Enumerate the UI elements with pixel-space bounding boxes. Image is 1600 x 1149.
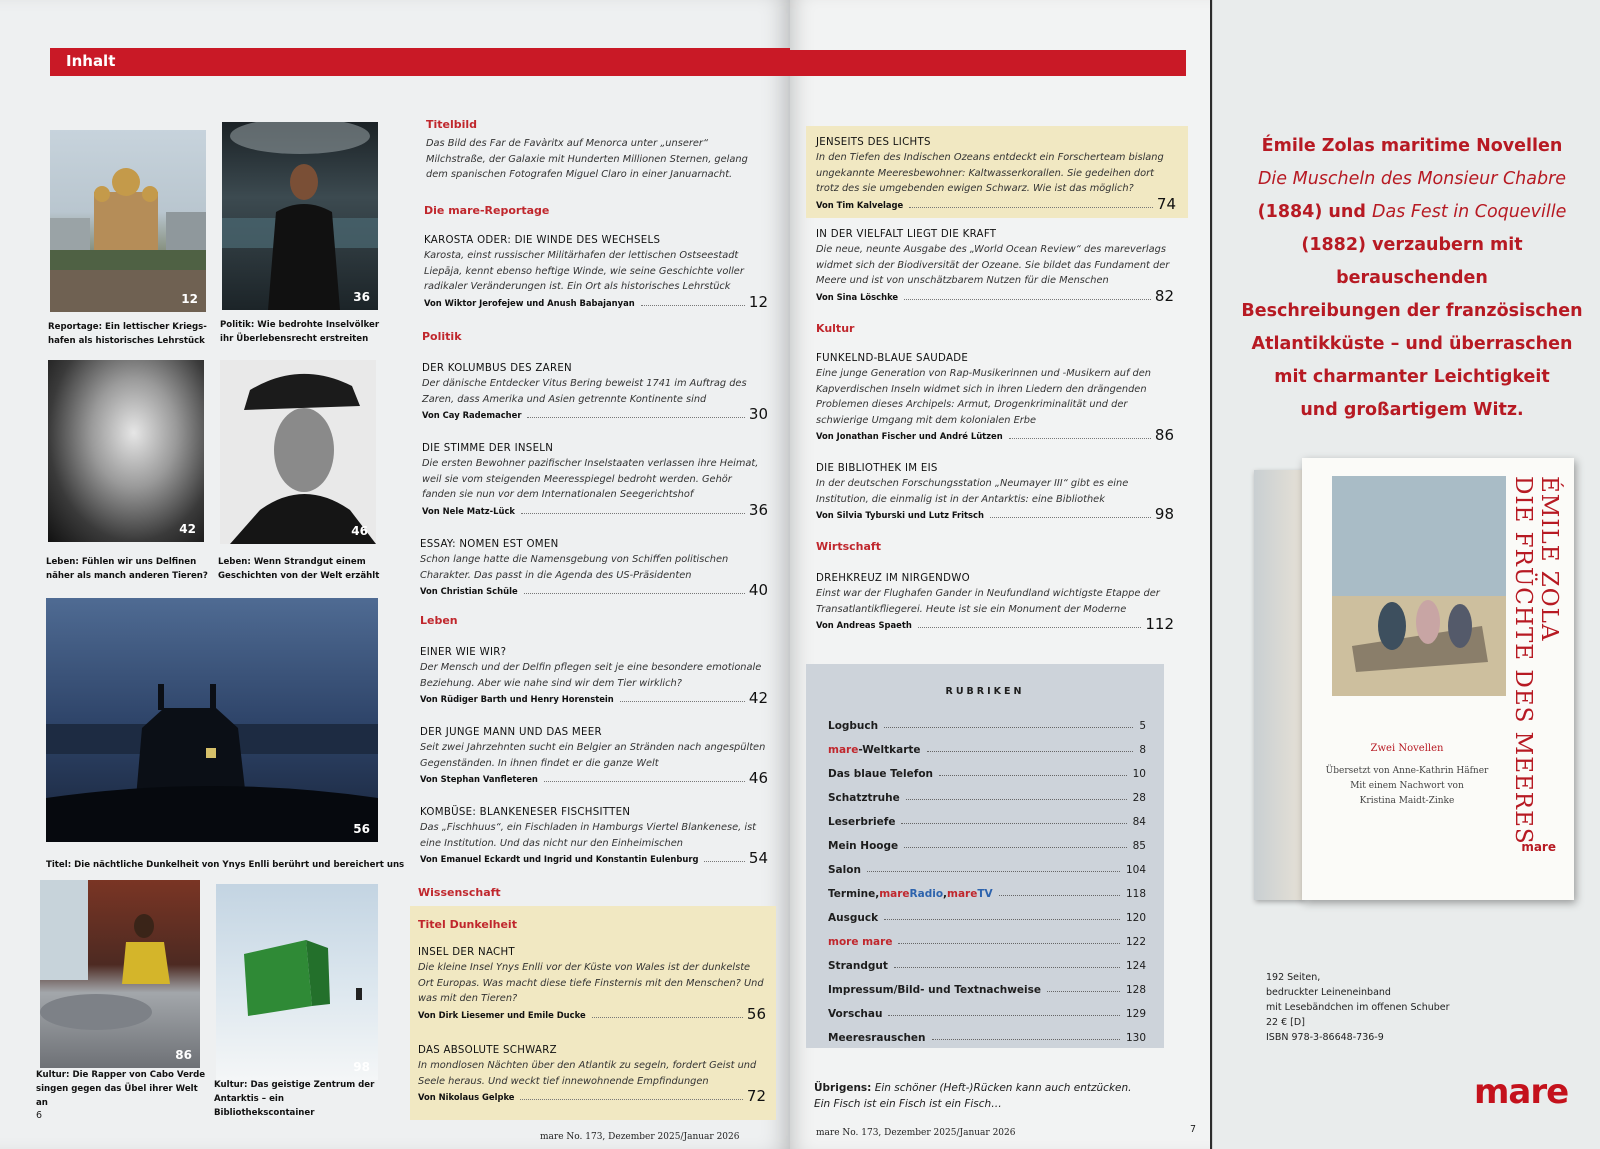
- caption-delfin: Leben: Fühlen wir uns Delfinen näher als manch anderen Tieren?: [46, 557, 208, 581]
- article-byline: Von Sina Löschke 82: [816, 286, 1174, 305]
- book-cover[interactable]: [1302, 458, 1574, 900]
- article-page: 72: [746, 1087, 766, 1105]
- article-page: 112: [1145, 615, 1174, 633]
- article-teaser: Die kleine Insel Ynys Enlli vor der Küste von Wales ist der dunkelste Ort Europas. Was macht diese tiefe Finsternis mit den Menschen? Und was mit den Tieren?: [418, 962, 764, 1004]
- article-vielfalt[interactable]: [816, 228, 1174, 304]
- article-page: 36: [748, 500, 768, 519]
- book-publisher: mare: [1521, 840, 1556, 854]
- article-title: KAROSTA ODER: DIE WINDE DES WECHSELS: [424, 235, 661, 246]
- article-karosta[interactable]: [424, 234, 768, 310]
- section-politik: Politik: [422, 330, 462, 343]
- rubrik-item[interactable]: mare -Weltkarte 8: [828, 744, 1146, 756]
- article-title: IN DER VIELFALT LIEGT DIE KRAFT: [816, 229, 997, 240]
- article-title: JENSEITS DES LICHTS: [816, 137, 931, 148]
- ad-headline: Émile Zolas maritime Novellen Die Muscheln des Monsieur Chabre (1884) und Das Fest in Coqueville (1882) verzaubern mit berauschenden Beschreibungen der französischen Atlantikküste – und überraschen mit charmanter Leichtigkeit und großartigem Witz.: [1241, 136, 1583, 420]
- page-number-badge: 42: [179, 522, 196, 536]
- page-number-badge: 98: [353, 1060, 370, 1074]
- article-title: DER JUNGE MANN UND DAS MEER: [420, 727, 602, 738]
- left-page: [0, 0, 790, 1149]
- article-teaser: Karosta, einst russischer Militärhafen der lettischen Ostseestadt Liepāja, kennt ebenso heftige Winde, wie seine Geschichte voller radikaler Veränderungen ist. Ein Ort als historisches Lehrstück: [424, 250, 744, 292]
- book-title: ÉMILE ZOLA DIE FRÜCHTE DES MEERES: [1510, 476, 1562, 845]
- rubrik-item[interactable]: Das blaue Telefon 10: [828, 768, 1146, 780]
- article-teaser: In mondlosen Nächten über den Atlantik zu segeln, fordert Geist und Seele heraus. Und weckt tief innewohnende Empfindungen: [418, 1060, 757, 1087]
- page-number-badge: 56: [353, 822, 370, 836]
- caption-strandgut: Leben: Wenn Strandgut einem Geschichten von der Welt erzählt: [218, 557, 380, 581]
- caption-bibliothek: Kultur: Das geistige Zentrum der Antarktis – ein Bibliothekscontainer: [214, 1080, 375, 1118]
- article-teaser: Der Mensch und der Delfin pflegen seit je eine besondere emotionale Beziehung. Aber wie nahe sind wir dem Tier wirklich?: [420, 662, 762, 689]
- photo-delfin: [48, 360, 204, 542]
- container-illustration: [216, 884, 378, 1080]
- article-byline: Von Christian Schüle 40: [420, 581, 768, 599]
- photo-strandgut: [220, 360, 376, 544]
- book-cover-painting: [1332, 476, 1506, 696]
- article-page: 42: [748, 689, 768, 707]
- section-leben: Leben: [420, 614, 458, 627]
- article-insel[interactable]: [418, 946, 766, 1022]
- article-byline: Von Rüdiger Barth und Henry Horenstein 42: [420, 689, 768, 707]
- article-kolumbus[interactable]: [422, 362, 768, 422]
- article-byline: Von Wiktor Jerofejew und Anush Babajanyan 12: [424, 292, 768, 311]
- article-page: 98: [1154, 505, 1174, 523]
- article-title: DAS ABSOLUTE SCHWARZ: [418, 1045, 557, 1056]
- rubriken-title: RUBRIKEN: [945, 686, 1025, 697]
- rubrik-item[interactable]: Impressum/Bild- und Textnachweise 128: [828, 984, 1146, 996]
- rubrik-item[interactable]: Ausguck 120: [828, 912, 1146, 924]
- section-wirtschaft: Wirtschaft: [816, 540, 881, 553]
- article-title: KOMBÜSE: BLANKENESER FISCHSITTEN: [420, 807, 631, 818]
- church-illustration: [50, 130, 206, 312]
- article-byline: Von Silvia Tyburski und Lutz Fritsch 98: [816, 505, 1174, 523]
- article-teaser: In der deutschen Forschungsstation „Neumayer III“ gibt es eine Institution, die einmalig ist in der Antarktis: eine Bibliothek: [816, 478, 1129, 505]
- header-bar: [50, 48, 790, 76]
- rubrik-item[interactable]: more mare 122: [828, 936, 1146, 948]
- rubrik-item[interactable]: Salon 104: [828, 864, 1146, 876]
- photo-bibliothek: [216, 884, 378, 1080]
- article-bibliothek[interactable]: [816, 462, 1174, 522]
- section-titelbild: Titelbild: [426, 118, 478, 131]
- article-byline: Von Cay Rademacher 30: [422, 405, 768, 423]
- rubrik-item[interactable]: Logbuch 5: [828, 720, 1146, 732]
- article-teaser: Der dänische Entdecker Vitus Bering beweist 1741 im Auftrag des Zaren, dass Amerika und Asien getrennte Kontinente sind: [422, 378, 747, 405]
- article-title: DREHKREUZ IM NIRGENDWO: [816, 573, 970, 584]
- photo-rapper: [40, 880, 200, 1068]
- book-slipcase: [1254, 470, 1304, 900]
- article-page: 86: [1154, 426, 1174, 444]
- caption-rapper: Kultur: Die Rapper von Cabo Verde singen gegen das Übel ihrer Welt an: [36, 1070, 206, 1108]
- article-byline: Von Tim Kalvelage 74: [816, 194, 1176, 213]
- article-page: 12: [748, 292, 768, 311]
- article-title: DIE STIMME DER INSELN: [422, 443, 554, 454]
- caption-politik: Politik: Wie bedrohte Inselvölker ihr Überlebensrecht erstreiten: [220, 320, 380, 344]
- rubrik-item[interactable]: Termine, mare Radio , mare TV 118: [828, 888, 1146, 900]
- article-title: DIE BIBLIOTHEK IM EIS: [816, 463, 938, 474]
- article-page: 54: [748, 849, 768, 867]
- page-number-badge: 46: [351, 524, 368, 538]
- article-byline: Von Dirk Liesemer und Emile Ducke 56: [418, 1004, 766, 1023]
- article-teaser: Das „Fischhuus“, ein Fischladen in Hamburgs Viertel Blankenese, ist eine Institution. Und das nicht nur den Einheimischen: [420, 822, 757, 849]
- header-bar: [790, 50, 1186, 76]
- article-teaser: In den Tiefen des Indischen Ozeans entdeckt ein Forscherteam bislang ungekannte Meeresbewohner: Kaltwasserkorallen. Sie gedeihen dort trotz des sie umgebenden ewigen Schwarz. Wie ist das möglich?: [816, 152, 1164, 194]
- book-specs: 192 Seiten, bedruckter Leineneinband mit Lesebändchen im offenen Schuber 22 € [D] ISBN 978-3-86648-736-9: [1266, 972, 1450, 1043]
- article-page: 30: [748, 405, 768, 423]
- article-byline: Von Stephan Vanfleteren 46: [420, 769, 768, 787]
- article-teaser: Seit zwei Jahrzehnten sucht ein Belgier an Stränden nach angespülten Gegenständen. In ihnen findet er die ganze Welt: [420, 742, 766, 769]
- article-title: EINER WIE WIR?: [420, 647, 507, 658]
- article-teaser: Die ersten Bewohner pazifischer Inselstaaten verlassen ihre Heimat, weil sie vom steigenden Meeresspiegel bedroht werden. Gehör fanden sie nun vor dem Internationalen Seegerichtshof: [422, 458, 759, 500]
- article-schwarz[interactable]: [418, 1044, 766, 1104]
- rubriken-box: [806, 664, 1164, 1048]
- article-byline: Von Jonathan Fischer und André Lützen 86: [816, 426, 1174, 444]
- article-stimme[interactable]: [422, 442, 768, 518]
- book-credits: Übersetzt von Anne-Kathrin Häfner Mit einem Nachwort von Kristina Maidt-Zinke: [1325, 766, 1489, 806]
- article-einer[interactable]: [420, 646, 768, 706]
- mare-logo: mare: [1474, 1072, 1569, 1112]
- rubrik-item[interactable]: Meeresrauschen 130: [828, 1032, 1146, 1044]
- article-title: FUNKELND-BLAUE SAUDADE: [816, 353, 969, 364]
- rubrik-item[interactable]: Mein Hooge 85: [828, 840, 1146, 852]
- section-titel-dunkelheit: Titel Dunkelheit: [418, 918, 517, 931]
- article-byline: Von Nele Matz-Lück 36: [422, 500, 768, 519]
- article-page: 56: [746, 1004, 766, 1023]
- article-essay[interactable]: [420, 538, 768, 598]
- caption-reportage: Reportage: Ein lettischer Kriegs- hafen als historisches Lehrstück: [48, 322, 207, 346]
- article-byline: Von Emanuel Eckardt und Ingrid und Konstantin Eulenburg 54: [420, 849, 768, 867]
- man-portrait-illustration: [220, 360, 376, 544]
- article-teaser: Eine junge Generation von Rap-Musikerinnen und -Musikern auf den Kapverdischen Inseln widmet sich in ihren Liedern den drängenden Problemen dieses Archipels: Armut, Drogenkriminalität und der schwierige Umgang mit dem kolonialen Erbe: [816, 368, 1151, 426]
- photo-karosta: [50, 130, 206, 312]
- article-title: INSEL DER NACHT: [418, 947, 515, 958]
- article-byline: Von Andreas Spaeth 112: [816, 615, 1174, 633]
- article-page: 46: [748, 769, 768, 787]
- article-title: ESSAY: NOMEN EST OMEN: [420, 539, 559, 550]
- rubrik-item[interactable]: Schatztruhe 28: [828, 792, 1146, 804]
- page-title: Inhalt: [66, 52, 116, 70]
- page-number-left: 6: [36, 1110, 43, 1121]
- titelbild-text: Das Bild des Far de Favàritx auf Menorca unter „unserer“ Milchstraße, der Galaxie mit Hunderten Millionen Sternen, gelang dem spanischen Fotografen Miguel Claro in einer Januarnacht.: [426, 138, 748, 180]
- article-kombuese[interactable]: [420, 806, 768, 866]
- page-number-badge: 12: [181, 292, 198, 306]
- portrait-illustration: [222, 122, 378, 310]
- article-jenseits[interactable]: [816, 136, 1176, 212]
- section-reportage: Die mare-Reportage: [424, 204, 550, 217]
- issue-footer-right: mare No. 173, Dezember 2025/Januar 2026: [816, 1128, 1016, 1138]
- rubrik-item[interactable]: Leserbriefe 84: [828, 816, 1146, 828]
- page-number-right: 7: [1190, 1124, 1197, 1135]
- article-title: DER KOLUMBUS DES ZAREN: [422, 363, 572, 374]
- rubrik-item[interactable]: Vorschau 129: [828, 1008, 1146, 1020]
- article-teaser: Schon lange hatte die Namensgebung von Schiffen politischen Charakter. Das passt in die Agenda des US-Präsidenten: [420, 554, 729, 581]
- beach-painting-illustration: [1332, 476, 1506, 696]
- article-junge[interactable]: [420, 726, 768, 786]
- book-subtitle: Zwei Novellen: [1370, 743, 1444, 754]
- article-page: 74: [1156, 194, 1176, 213]
- photo-ynys-enlli: [46, 598, 378, 842]
- article-drehkreuz[interactable]: [816, 572, 1174, 632]
- uebrigens-note: Übrigens: Ein schöner (Heft-)Rücken kann auch entzücken. Ein Fisch ist ein Fisch ist ein Fisch…: [814, 1082, 1132, 1110]
- article-byline: Von Nikolaus Gelpke 72: [418, 1087, 766, 1105]
- caption-ynys-enlli: Titel: Die nächtliche Dunkelheit von Ynys Enlli berührt und bereichert uns: [46, 860, 405, 870]
- article-page: 40: [748, 581, 768, 599]
- rubrik-item[interactable]: Strandgut 124: [828, 960, 1146, 972]
- article-teaser: Die neue, neunte Ausgabe des „World Ocean Review“ des mareverlags widmet sich der Biodiversität der Ozeane. Sie bildet das Fundament der Meere und ist von unschätzbarem Nutzen für die Menschen: [816, 244, 1170, 286]
- article-saudade[interactable]: [816, 352, 1174, 443]
- page-number-badge: 86: [175, 1048, 192, 1062]
- article-teaser: Einst war der Flughafen Gander in Neufundland wichtigste Etappe der Transatlantikfliegerei. Heute ist sie ein Monument der Moderne: [816, 588, 1160, 615]
- night-house-illustration: [46, 598, 378, 842]
- rapper-illustration: [40, 880, 200, 1068]
- issue-footer-left: mare No. 173, Dezember 2025/Januar 2026: [540, 1132, 740, 1142]
- photo-politik: [222, 122, 378, 310]
- article-page: 82: [1154, 286, 1174, 305]
- section-wissenschaft: Wissenschaft: [418, 886, 501, 899]
- section-kultur: Kultur: [816, 322, 855, 335]
- page-number-badge: 36: [353, 290, 370, 304]
